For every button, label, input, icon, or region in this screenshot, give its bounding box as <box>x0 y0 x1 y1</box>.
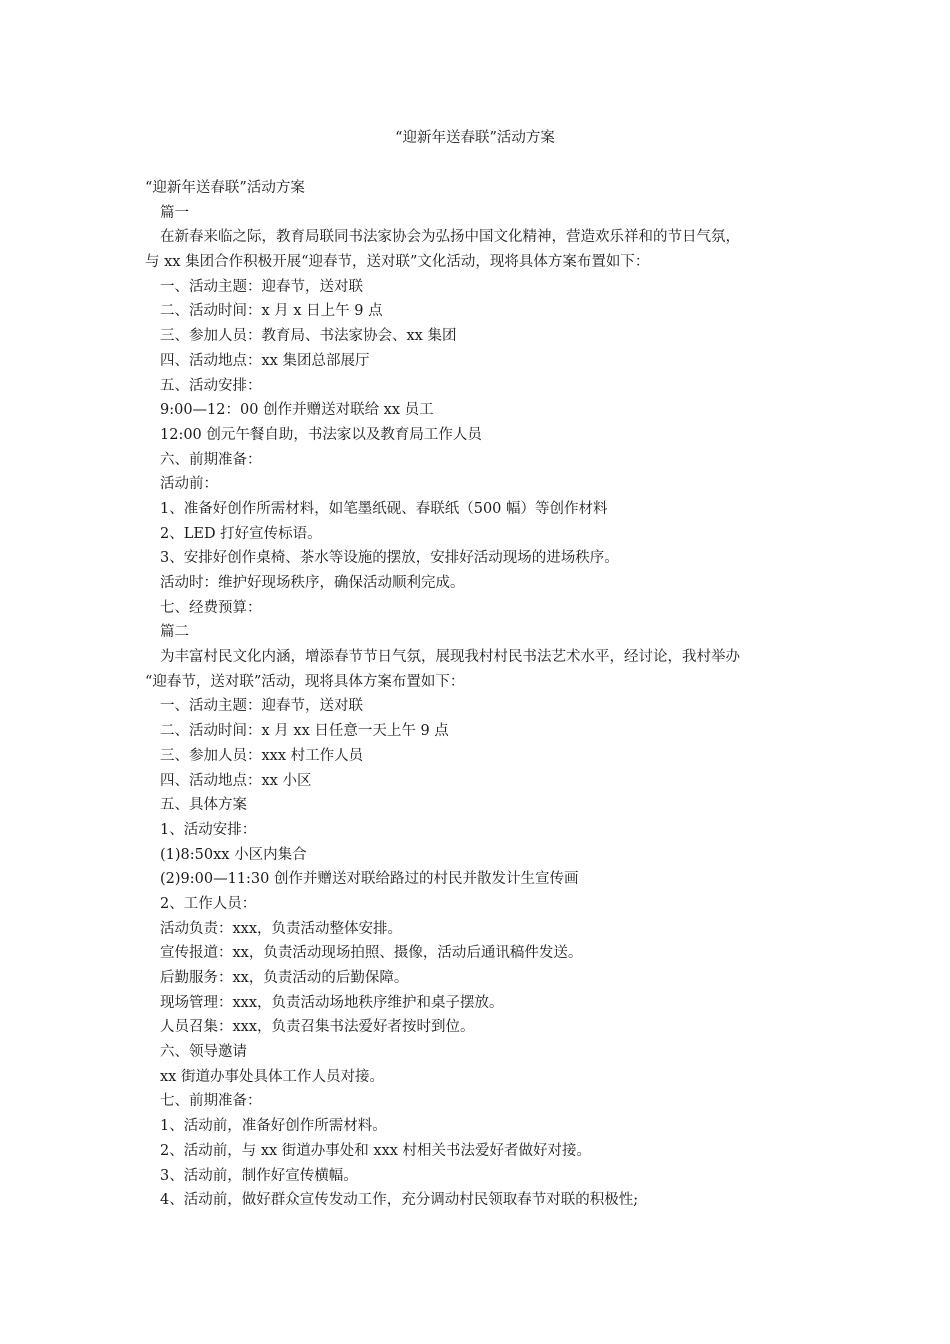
text-line: 3、安排好创作桌椅、茶水等设施的摆放，安排好活动现场的进场秩序。 <box>160 550 619 567</box>
text-line: 活动负责：xxx，负责活动整体安排。 <box>160 920 403 937</box>
text-line: 人员召集：xxx，负责召集书法爱好者按时到位。 <box>160 1019 475 1036</box>
text-line: “迎春节，送对联”活动，现将具体方案布置如下： <box>145 673 465 690</box>
text-line: 四、活动地点：xx 小区 <box>160 772 312 789</box>
text-line: 三、参加人员：教育局、书法家协会、xx 集团 <box>160 328 457 345</box>
text-line: 二、活动时间：x 月 xx 日任意一天上午 9 点 <box>160 723 449 740</box>
text-line: 六、领导邀请 <box>160 1044 247 1061</box>
text-line: 篇二 <box>160 624 189 641</box>
text-line: 六、前期准备： <box>160 451 262 468</box>
text-line: 为丰富村民文化内涵，增添春节节日气氛，展现我村村民书法艺术水平，经讨论，我村举办 <box>160 649 740 666</box>
text-line: 1、活动安排： <box>160 821 257 838</box>
text-line: 宣传报道：xx，负责活动现场拍照、摄像，活动后通讯稿件发送。 <box>160 945 583 962</box>
text-line: 1、准备好创作所需材料，如笔墨纸砚、春联纸（500 幅）等创作材料 <box>160 500 608 517</box>
text-line: “迎新年送春联”活动方案 <box>145 180 305 196</box>
text-line: 2、活动前，与 xx 街道办事处和 xxx 村相关书法爱好者做好对接。 <box>160 1142 592 1159</box>
text-line: 七、经费预算： <box>160 599 262 616</box>
text-line: 七、前期准备： <box>160 1093 262 1110</box>
text-line: (1)8:50xx 小区内集合 <box>160 846 307 863</box>
text-line: 篇一 <box>160 204 189 221</box>
text-line: 3、活动前，制作好宣传横幅。 <box>160 1167 358 1184</box>
text-line: 四、活动地点：xx 集团总部展厅 <box>160 352 370 369</box>
text-line: 三、参加人员：xxx 村工作人员 <box>160 747 364 764</box>
text-line: 2、工作人员： <box>160 895 257 912</box>
text-line: 一、活动主题：迎春节，送对联 <box>160 278 363 295</box>
text-line: xx 街道办事处具体工作人员对接。 <box>160 1068 384 1085</box>
text-line: 在新春来临之际，教育局联同书法家协会为弘扬中国文化精神，营造欢乐祥和的节日气氛， <box>160 229 740 246</box>
text-line: 一、活动主题：迎春节，送对联 <box>160 698 363 715</box>
text-line: 1、活动前，准备好创作所需材料。 <box>160 1118 387 1135</box>
text-line: 4、活动前，做好群众宣传发动工作，充分调动村民领取春节对联的积极性; <box>160 1192 639 1209</box>
text-line: 后勤服务：xx，负责活动的后勤保障。 <box>160 970 409 986</box>
text-line: 活动前： <box>160 476 218 493</box>
text-line: 现场管理：xxx，负责活动场地秩序维护和桌子摆放。 <box>160 994 504 1011</box>
text-line: 五、活动安排： <box>160 377 262 394</box>
text-line: 与 xx 集团合作积极开展“迎春节，送对联”文化活动，现将具体方案布置如下： <box>145 254 650 271</box>
text-line: 12:00 创元午餐自助，书法家以及教育局工作人员 <box>160 426 482 443</box>
text-line: (2)9:00—11:30 创作并赠送对联给路过的村民并散发计生宣传画 <box>160 871 579 888</box>
document-body <box>145 176 810 1213</box>
text-line: 2、LED 打好宣传标语。 <box>160 525 322 542</box>
text-line: 9:00—12：00 创作并赠送对联给 xx 员工 <box>160 402 434 419</box>
text-line: 二、活动时间：x 月 x 日上午 9 点 <box>160 303 383 320</box>
text-line: 活动时：维护好现场秩序，确保活动顺利完成。 <box>160 575 465 591</box>
text-line: 五、具体方案 <box>160 797 247 814</box>
document-title: “迎新年送春联”活动方案 <box>395 130 555 146</box>
